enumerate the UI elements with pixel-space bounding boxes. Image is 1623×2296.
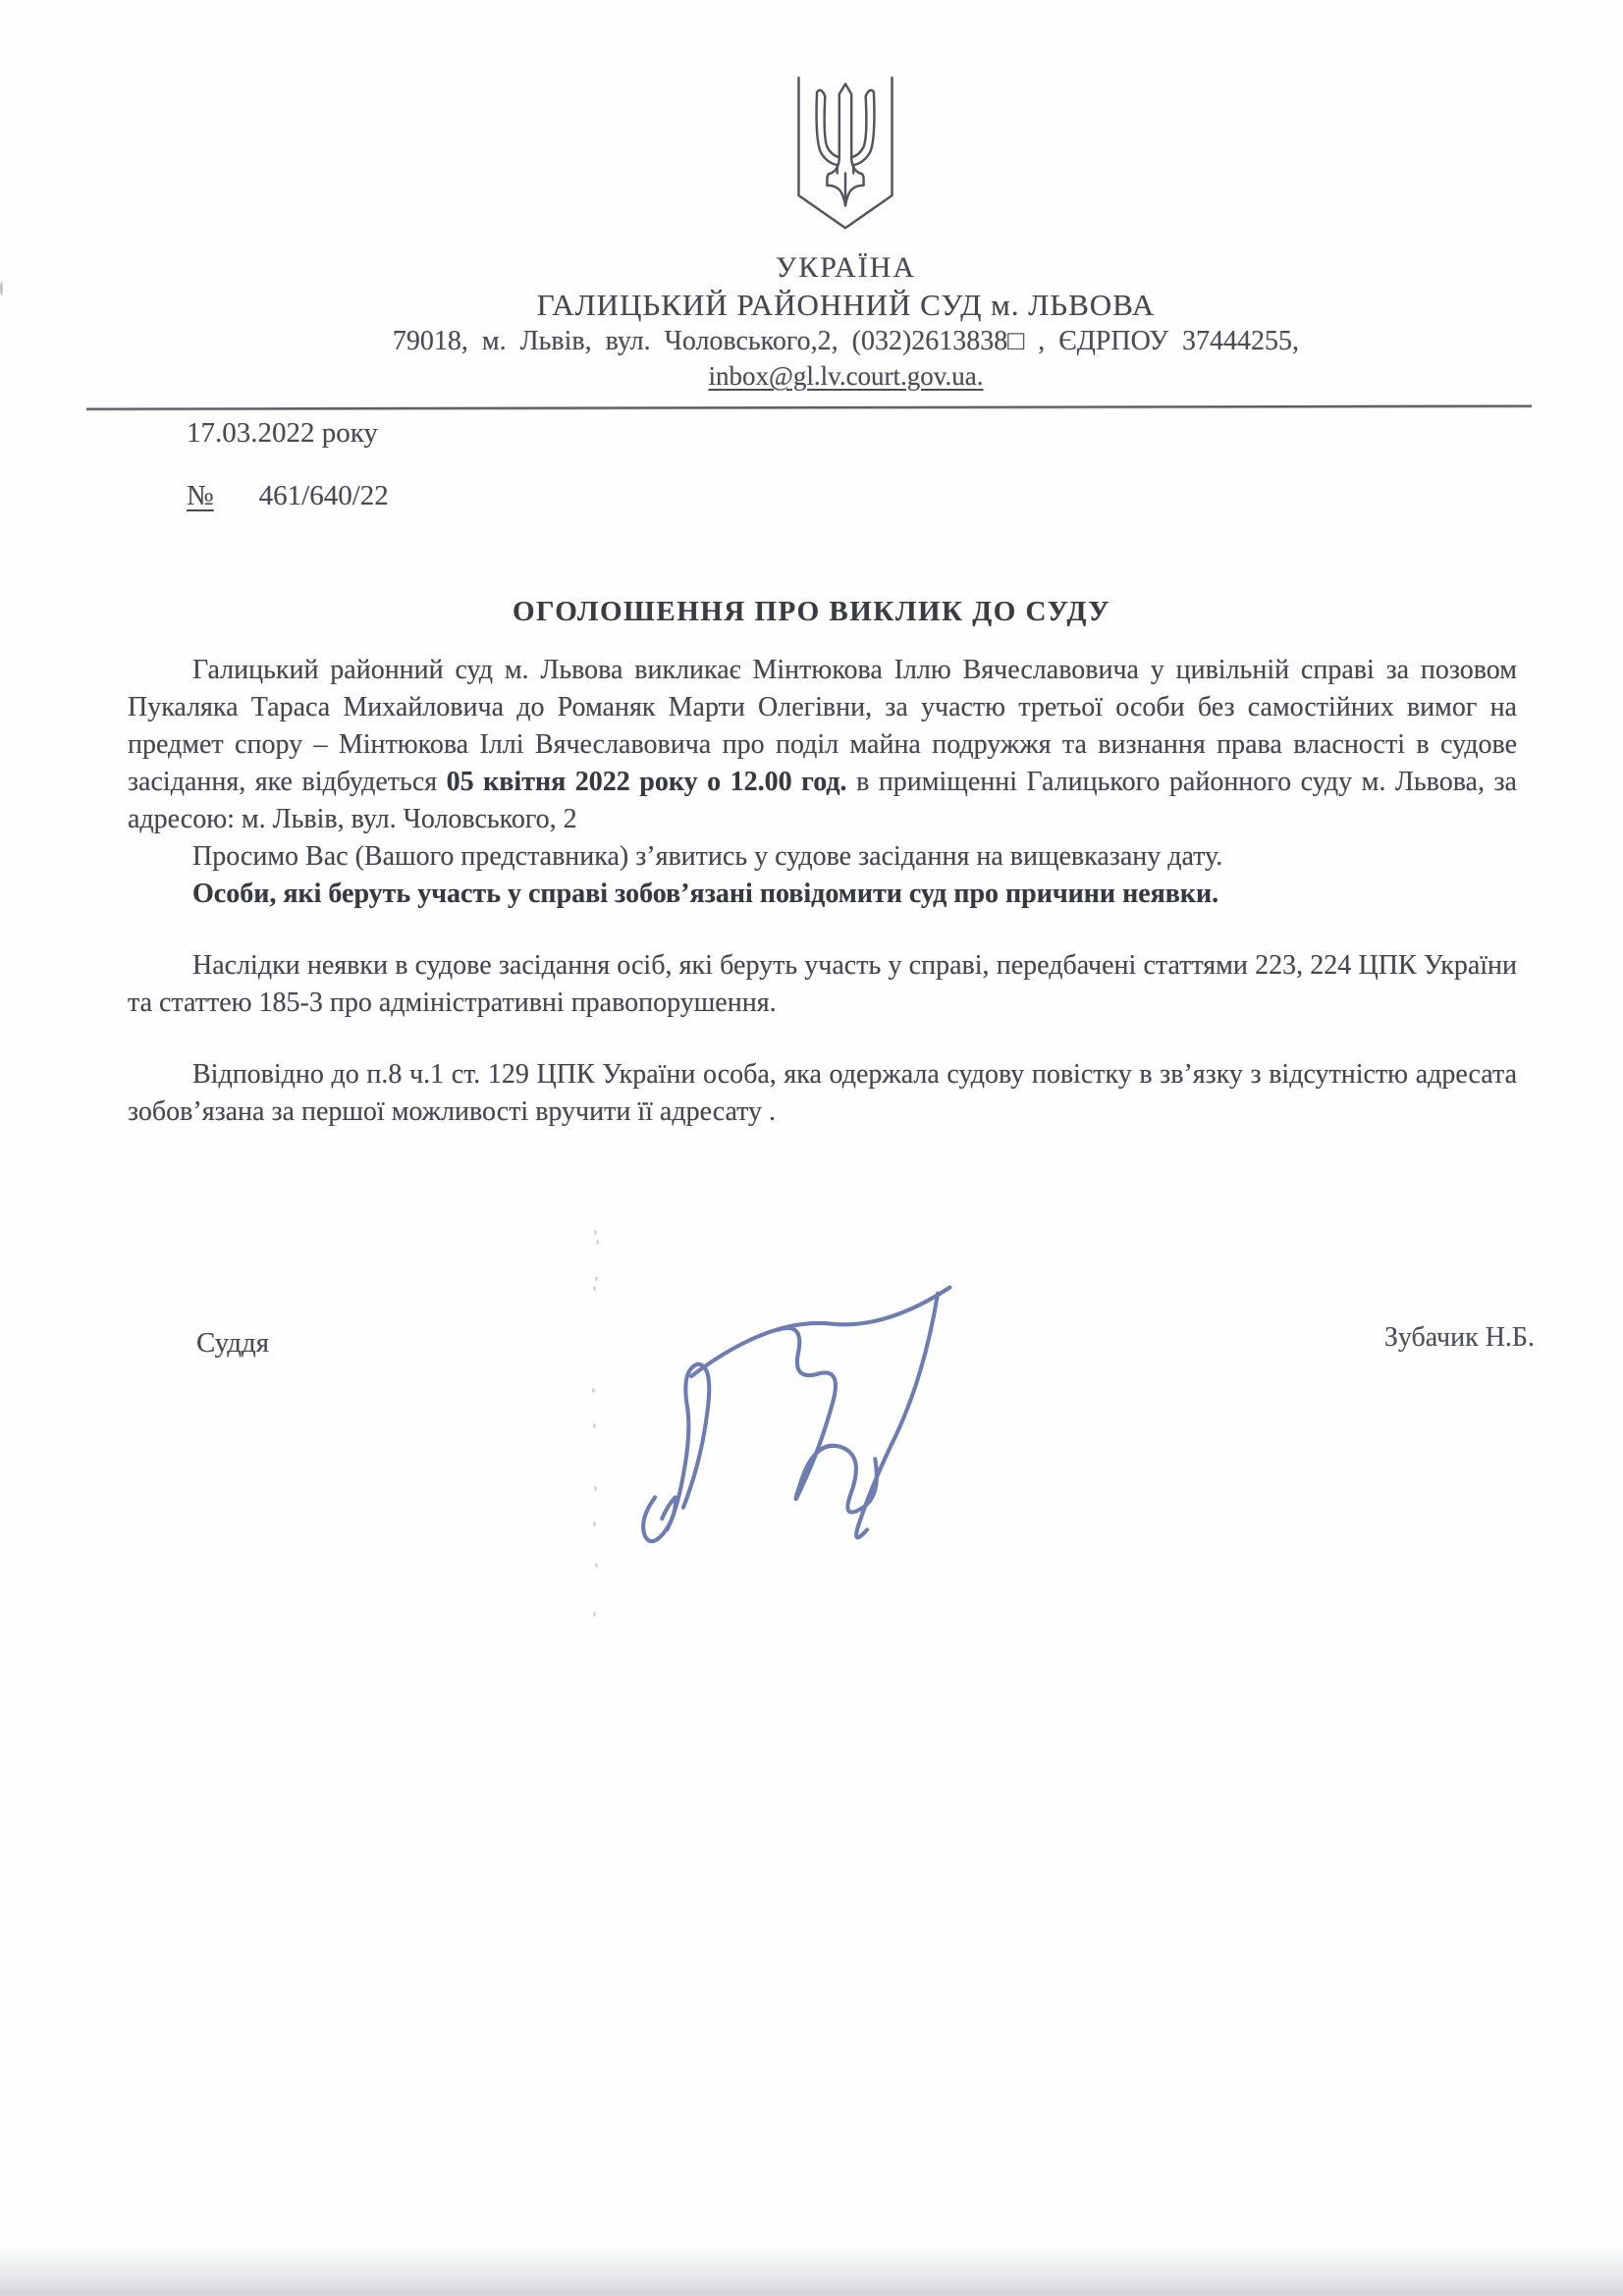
court-name: ГАЛИЦЬКИЙ РАЙОННИЙ СУД м. ЛЬВОВА: [536, 288, 1156, 322]
country-name: УКРАЇНА: [775, 251, 917, 284]
scan-artifact: [594, 1486, 597, 1491]
scan-artifact: [593, 1612, 596, 1617]
scan-artifact: [595, 1563, 598, 1568]
scan-artifact: [592, 1388, 595, 1393]
email-text: inbox@gl.lv.court.gov.ua.: [708, 361, 984, 391]
judge-name: Зубачик Н.Б.: [1383, 1322, 1535, 1353]
scan-artifact: [594, 1230, 597, 1235]
scan-edge-strip: [0, 2291, 1623, 2296]
paragraph-consequences: Наслідки неявки в судове засідання осіб, які беруть участь у справі, передбачені статтями 223, 224 ЦПК України та статтею 185-3 про адміністративні правопорушення.: [128, 950, 1517, 1018]
scan-artifact: [596, 1240, 599, 1245]
scan-artifact: [595, 1276, 598, 1281]
judge-signature-ink: [617, 1258, 970, 1563]
summons-text: Галицький районний суд м. Львова викликає Мінтюкова Іллю Вячеславовича у цивільній справі за позовом Пукаляка Тараса Михайловича до Романяк Марти Олегівни, за участю третьої особи без самостійних вимог на предмет спору – Мінтюкова Іллі Вячеславовича про поділ майна подружжя та визнання права власності в судове засідання, яке відбудеться: [128, 655, 1517, 797]
court-email: [69, 361, 1623, 392]
scan-artifact: [0, 282, 3, 295]
document-title: ОГОЛОШЕННЯ ПРО ВИКЛИК ДО СУДУ: [512, 596, 1111, 627]
hearing-location: в приміщенні Галицького районного суду м. Львова, за адресою: м. Львів, вул. Чоловського, 2: [128, 767, 1517, 834]
scan-shadow-band: [0, 2245, 1623, 2296]
document-date: 17.03.2022 року: [187, 417, 378, 449]
paragraph-obligation: Особи, які беруть участь у справі зобов’язані повідомити суд про причини неявки.: [192, 879, 1219, 909]
case-number-line: [187, 480, 389, 512]
scan-artifact: [593, 1286, 596, 1291]
court-address: 79018, м. Львів, вул. Чоловського,2, (032)2613838□ , ЄДРПОУ 37444255,: [392, 326, 1300, 356]
ukraine-trident-emblem: [784, 71, 906, 249]
scan-artifact: [593, 1423, 596, 1428]
header-divider-line: [86, 404, 1532, 410]
hearing-datetime: 05 квітня 2022 року о 12.00 год.: [446, 767, 847, 797]
paragraph-summons: [128, 652, 1517, 838]
number-sign: №: [187, 480, 214, 511]
document-body: [128, 652, 1517, 1131]
paragraph-legal-basis: Відповідно до п.8 ч.1 ст. 129 ЦПК України особа, яка одержала судову повістку в зв’язку з відсутністю адресата зобов’язана за першої можливості вручити її адресату .: [128, 1059, 1517, 1127]
signature-role-label: Суддя: [196, 1327, 270, 1359]
scan-artifact: [593, 1522, 596, 1526]
case-number: 461/640/22: [258, 480, 389, 511]
paragraph-request: Просимо Вас (Вашого представника) з’явитись у судове засідання на вищевказану дату.: [192, 841, 1223, 872]
